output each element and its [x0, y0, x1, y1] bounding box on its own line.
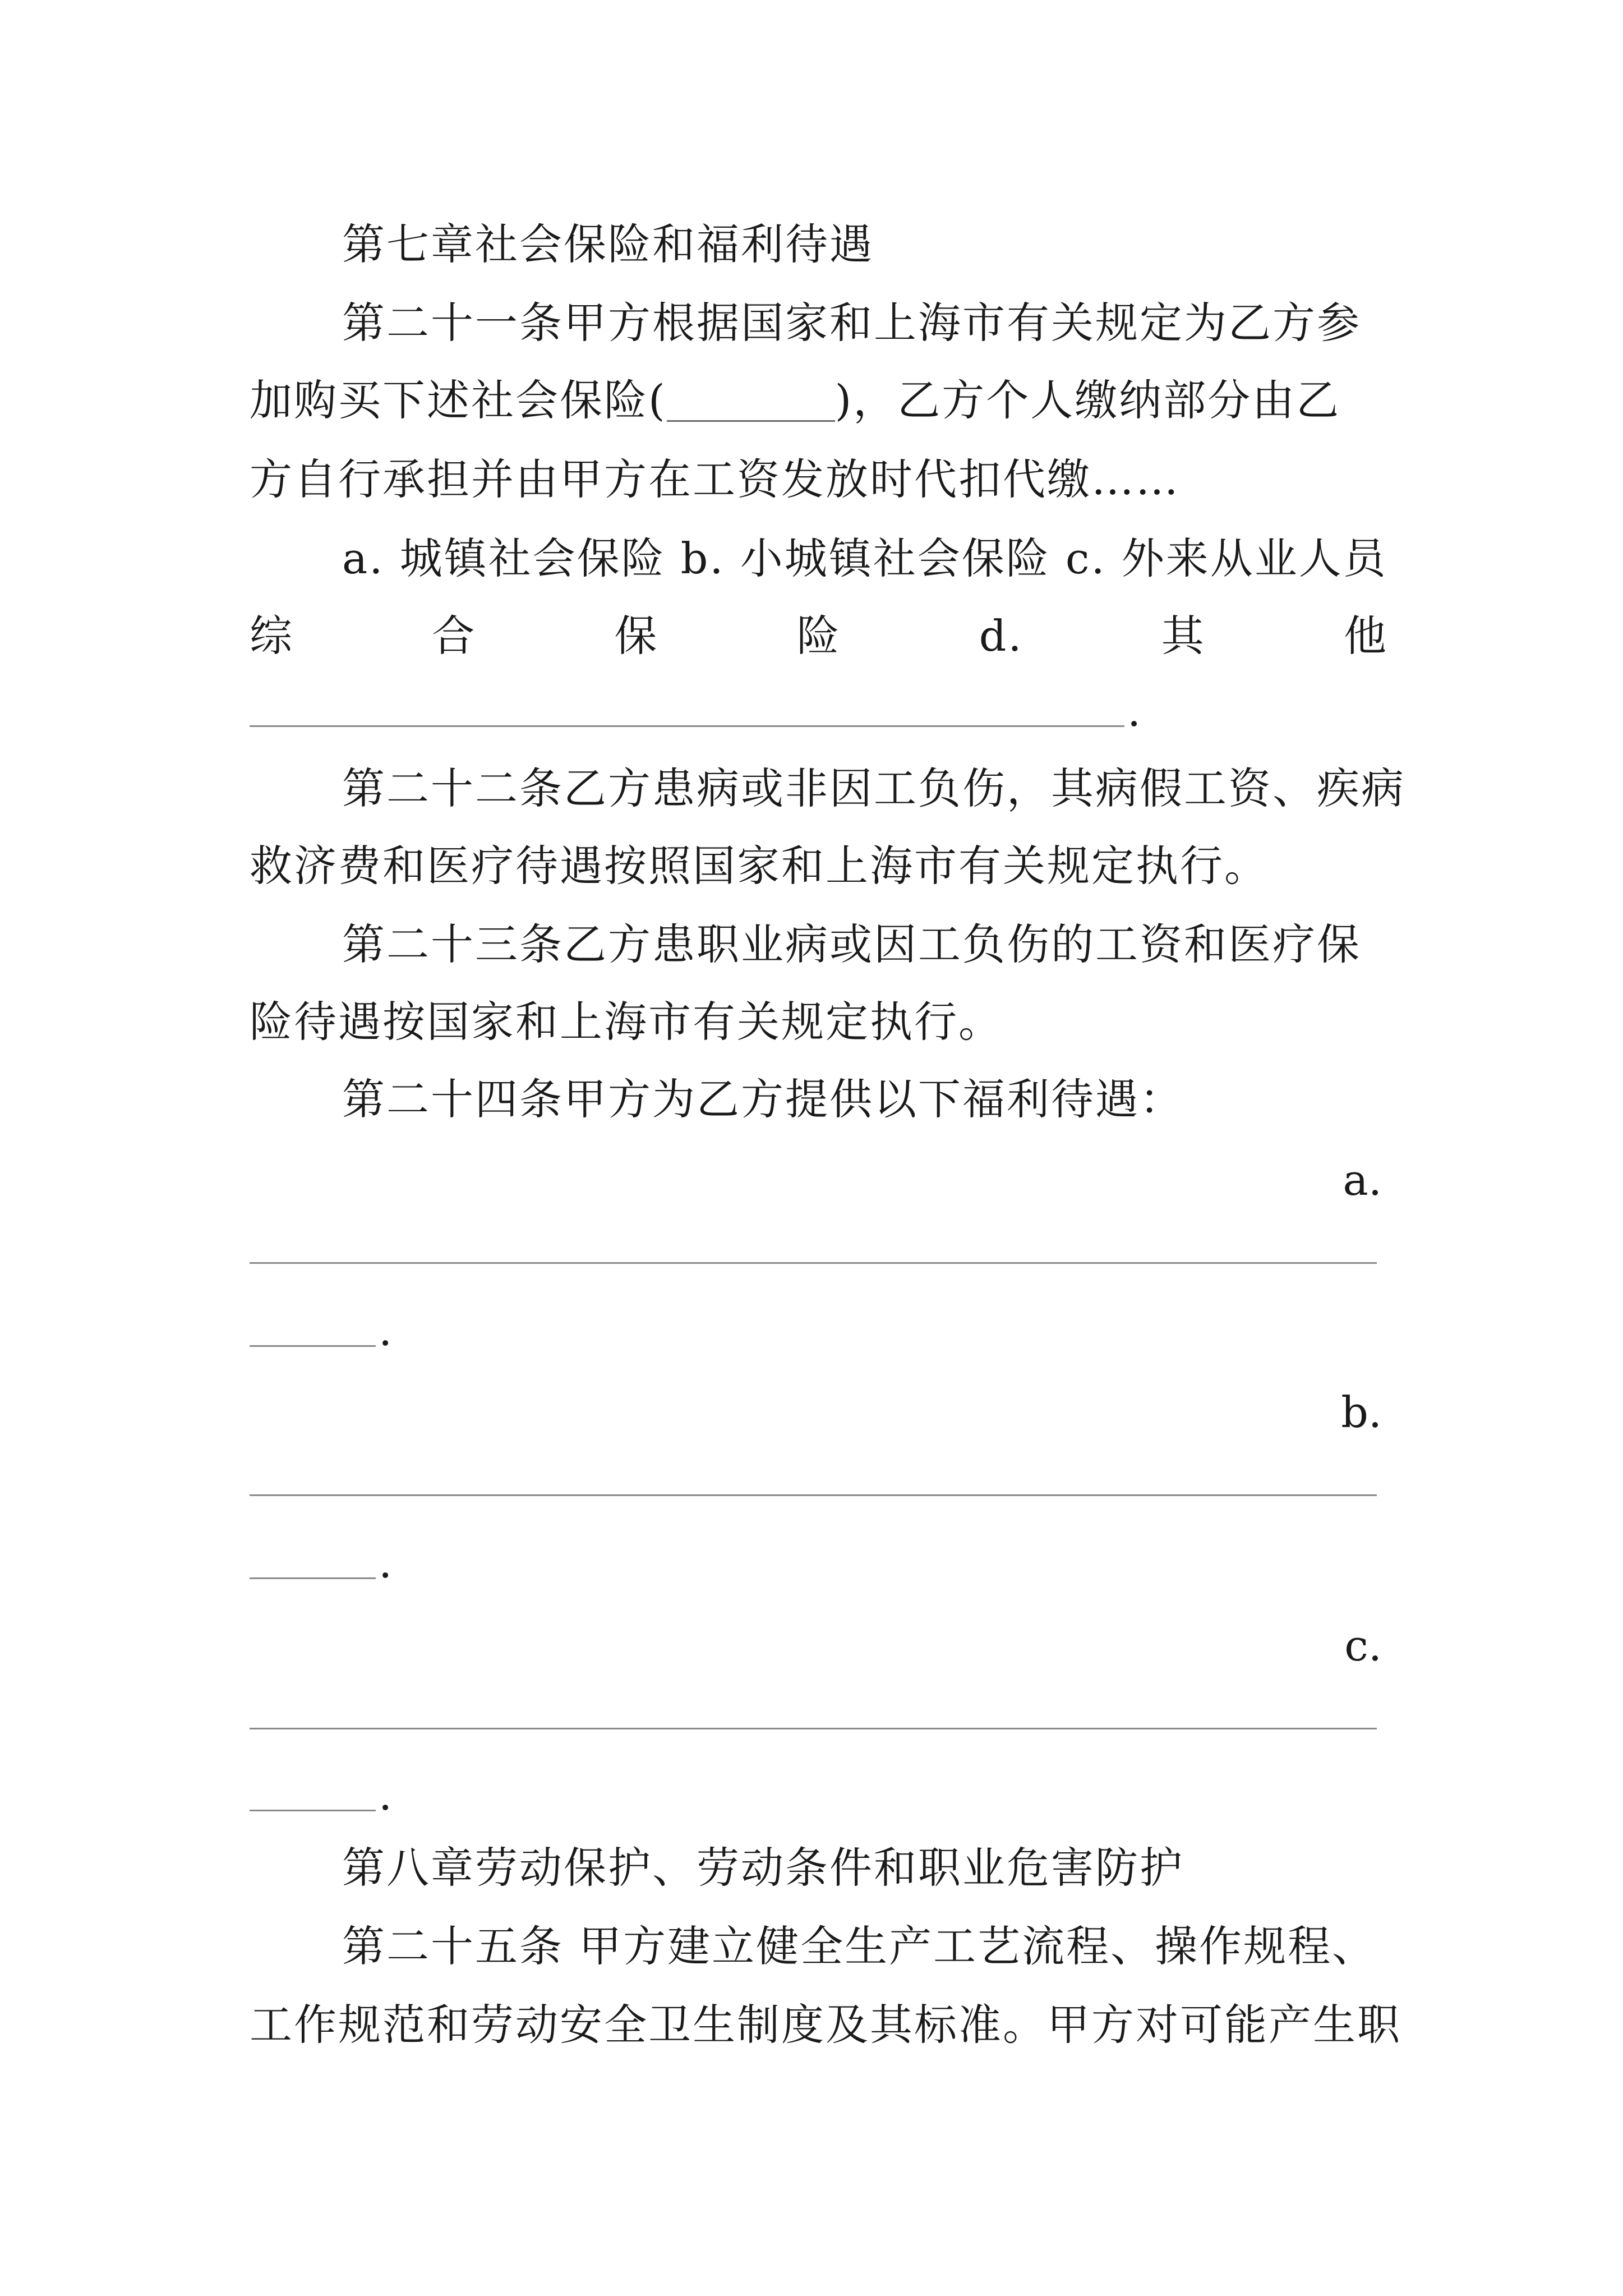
options-char-5: d.: [979, 611, 1023, 661]
article-21-line-3: 方自行承担并由甲方在工资发放时代扣代缴……: [250, 454, 1180, 504]
article-22-line-2: 救济费和医疗待遇按照国家和上海市有关规定执行。: [250, 841, 1269, 891]
article-21-line-2-pre: 加购买下述社会保险(: [250, 375, 667, 425]
benefit-c-label: c.: [1344, 1621, 1382, 1671]
benefit-a-label: a.: [1343, 1155, 1382, 1205]
chapter-8-title: 第八章劳动保护、劳动条件和职业危害防护: [342, 1843, 1184, 1893]
chapter-7-title: 第七章社会保险和福利待遇: [342, 219, 874, 269]
benefit-a-blank-line-2[interactable]: [250, 1345, 376, 1347]
options-char-7: 他: [1343, 611, 1388, 661]
article-21-line-1: 第二十一条甲方根据国家和上海市有关规定为乙方参: [342, 298, 1361, 348]
article-23-line-2: 险待遇按国家和上海市有关规定执行。: [250, 997, 1003, 1047]
article-23-line-1: 第二十三条乙方患职业病或因工负伤的工资和医疗保: [342, 919, 1361, 969]
insurance-options-line-1: a. 城镇社会保险 b. 小城镇社会保险 c. 外来从业人员: [342, 533, 1387, 583]
other-insurance-end: .: [1127, 686, 1141, 736]
options-char-6: 其: [1161, 611, 1206, 661]
options-char-4: 险: [796, 611, 841, 661]
benefit-c-end: .: [379, 1770, 393, 1820]
options-char-3: 保: [614, 611, 659, 661]
options-char-2: 合: [432, 611, 477, 661]
article-25-line-1: 第二十五条 甲方建立健全生产工艺流程、操作规程、: [342, 1921, 1377, 1971]
benefit-b-label: b.: [1341, 1387, 1382, 1437]
benefit-c-blank-line-2[interactable]: [250, 1810, 376, 1811]
article-25-line-2: 工作规范和劳动安全卫生制度及其标准。甲方对可能产生职: [250, 2000, 1401, 2050]
benefit-c-blank-line-1[interactable]: [250, 1728, 1377, 1729]
options-char-1: 综: [250, 611, 294, 661]
benefit-b-blank-line-1[interactable]: [250, 1494, 1377, 1496]
article-21-line-2: [250, 375, 1388, 425]
insurance-choice-blank[interactable]: [667, 381, 835, 422]
article-24-line-1: 第二十四条甲方为乙方提供以下福利待遇：: [342, 1074, 1184, 1124]
article-21-line-2-post: )，乙方个人缴纳部分由乙: [834, 375, 1341, 425]
other-insurance-blank[interactable]: [250, 725, 1124, 727]
benefit-a-end: .: [379, 1305, 393, 1355]
benefit-a-blank-line-1[interactable]: [250, 1262, 1377, 1264]
benefit-b-end: .: [379, 1538, 393, 1588]
insurance-options-line-2: [250, 611, 1388, 661]
benefit-b-blank-line-2[interactable]: [250, 1577, 376, 1579]
article-22-line-1: 第二十二条乙方患病或非因工负伤，其病假工资、疾病: [342, 763, 1405, 813]
